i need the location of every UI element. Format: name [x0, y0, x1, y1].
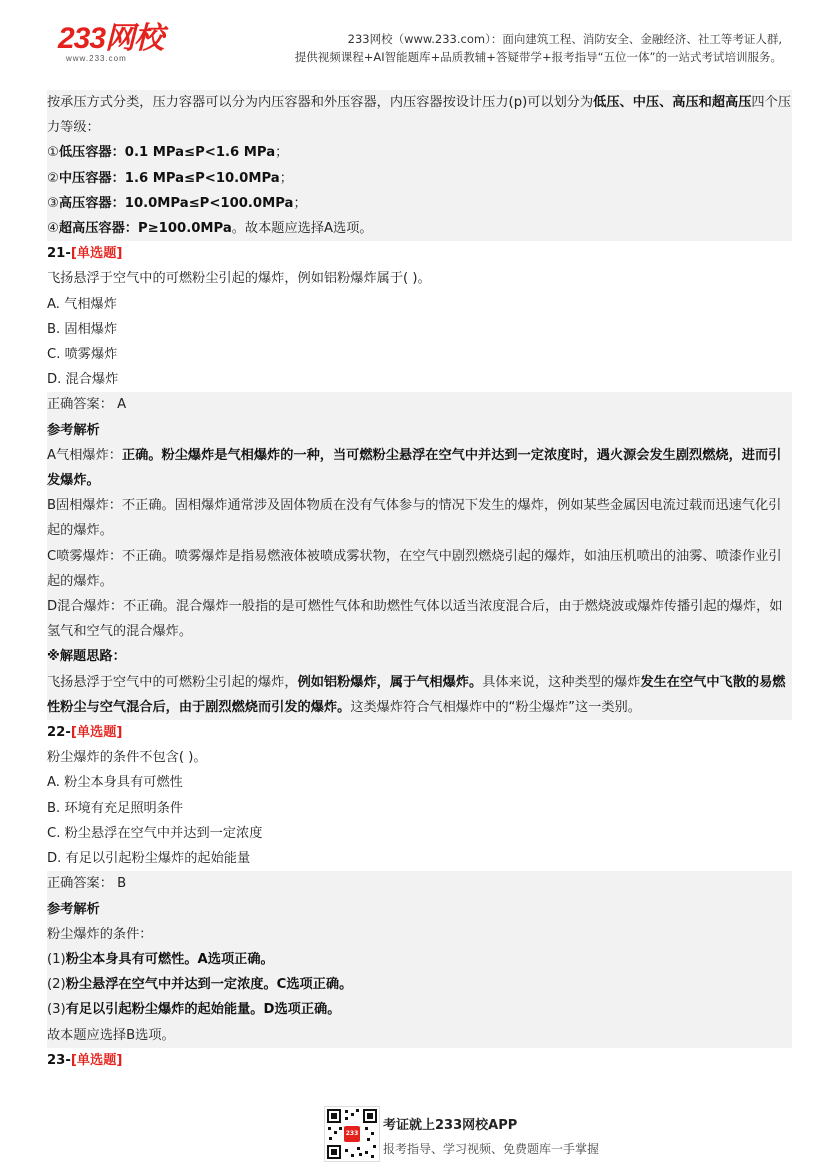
intro-paragraph: 按承压方式分类，压力容器可以分为内压容器和外压容器，内压容器按设计压力(p)可以划分为低压、中压、高压和超高压四个压力等级： — [47, 95, 791, 136]
pressure-level-ultra-high: ④超高压容器：P≥100.0MPa。故本题应选择A选项。 — [47, 221, 373, 237]
analysis-b: B固相爆炸：不正确。固相爆炸通常涉及固体物质在没有气体参与的情况下发生的爆炸，例如某些金属因电流过载而迅速气化引起的爆炸。 — [47, 498, 782, 539]
logo-text: 233网校 — [58, 22, 164, 55]
option-b: B. 固相爆炸 — [47, 321, 118, 337]
option-a: A. 气相爆炸 — [47, 296, 117, 312]
question-heading: 23-[单选题] — [47, 1052, 123, 1068]
correct-answer: 正确答案： A — [47, 397, 127, 413]
option-b: B. 环境有充足照明条件 — [47, 800, 184, 816]
header-description — [295, 30, 782, 66]
pressure-level-high: ③高压容器：10.0MPa≤P<100.0MPa； — [47, 195, 307, 211]
analysis-a: A气相爆炸：正确。粉尘爆炸是气相爆炸的一种，当可燃粉尘悬浮在空气中并达到一定浓度时，遇火源会发生剧烈燃烧，进而引发爆炸。 — [47, 447, 782, 489]
option-a: A. 粉尘本身具有可燃性 — [47, 775, 183, 791]
condition-3: (3)有足以引起粉尘爆炸的起始能量。D选项正确。 — [47, 1002, 341, 1018]
logo-url: www.233.com — [66, 54, 127, 63]
condition-2: (2)粉尘悬浮在空气中并达到一定浓度。C选项正确。 — [47, 977, 353, 993]
option-d: D. 混合爆炸 — [47, 372, 119, 388]
question-type-tag: [单选题] — [70, 725, 123, 741]
document-content — [47, 90, 792, 1073]
conclusion: 故本题应选择B选项。 — [47, 1027, 175, 1043]
analysis-c: C喷雾爆炸：不正确。喷雾爆炸是指易燃液体被喷成雾状物，在空气中剧烈燃烧引起的爆炸，如油压机喷出的油雾、喷漆作业引起的爆炸。 — [47, 548, 782, 589]
analysis-d: D混合爆炸：不正确。混合爆炸一般指的是可燃性气体和助燃性气体以适当浓度混合后，由于燃烧波或爆炸传播引起的爆炸，如氢气和空气的混合爆炸。 — [47, 599, 783, 640]
question-heading: 21-[单选题] — [47, 246, 123, 262]
qr-center-logo: 233 — [344, 1126, 360, 1142]
conditions-intro: 粉尘爆炸的条件： — [47, 926, 153, 942]
question-stem: 飞扬悬浮于空气中的可燃粉尘引起的爆炸，例如铝粉爆炸属于( )。 — [47, 271, 431, 287]
previous-analysis — [47, 90, 792, 241]
header-line-2: 提供视频课程+AI智能题库+品质教辅+答疑带学+报考指导“五位一体”的一站式考试培训服务。 — [294, 50, 782, 64]
site-logo[interactable] — [58, 24, 163, 63]
footer-title: 考证就上233网校APP — [383, 1118, 518, 1133]
question-stem: 粉尘爆炸的条件不包含( )。 — [47, 750, 207, 766]
pressure-level-medium: ②中压容器：1.6 MPa≤P<10.0MPa； — [47, 170, 293, 186]
option-c: C. 喷雾爆炸 — [47, 347, 118, 363]
solution-idea: 飞扬悬浮于空气中的可燃粉尘引起的爆炸，例如铝粉爆炸，属于气相爆炸。具体来说，这种类型的爆炸发生在空气中飞散的易燃性粉尘与空气混合后，由于剧烈燃烧而引发的爆炸。这类爆炸符合气相爆炸中的“粉尘爆炸”这一类别。 — [47, 674, 786, 715]
qr-code-icon[interactable] — [324, 1106, 380, 1162]
footer-subtitle: 报考指导、学习视频、免费题库一手掌握 — [383, 1142, 600, 1156]
pressure-level-low: ①低压容器：0.1 MPa≤P<1.6 MPa； — [47, 145, 289, 161]
page-footer — [0, 1102, 830, 1174]
page-header — [0, 0, 830, 80]
question-type-tag: [单选题] — [70, 246, 123, 262]
answer-analysis-block — [47, 871, 792, 1047]
analysis-title: 参考解析 — [47, 901, 100, 917]
solution-idea-title: ※解题思路： — [47, 649, 126, 665]
condition-1: (1)粉尘本身具有可燃性。A选项正确。 — [47, 951, 274, 967]
correct-answer: 正确答案： B — [47, 876, 127, 892]
option-d: D. 有足以引起粉尘爆炸的起始能量 — [47, 851, 251, 867]
question-type-tag: [单选题] — [70, 1052, 123, 1068]
header-line-1: 233网校（www.233.com）：面向建筑工程、消防安全、金融经济、社工等考证人群, — [347, 32, 782, 46]
option-c: C. 粉尘悬浮在空气中并达到一定浓度 — [47, 825, 263, 841]
answer-analysis-block — [47, 392, 792, 720]
analysis-title: 参考解析 — [47, 422, 100, 438]
question-heading: 22-[单选题] — [47, 725, 123, 741]
